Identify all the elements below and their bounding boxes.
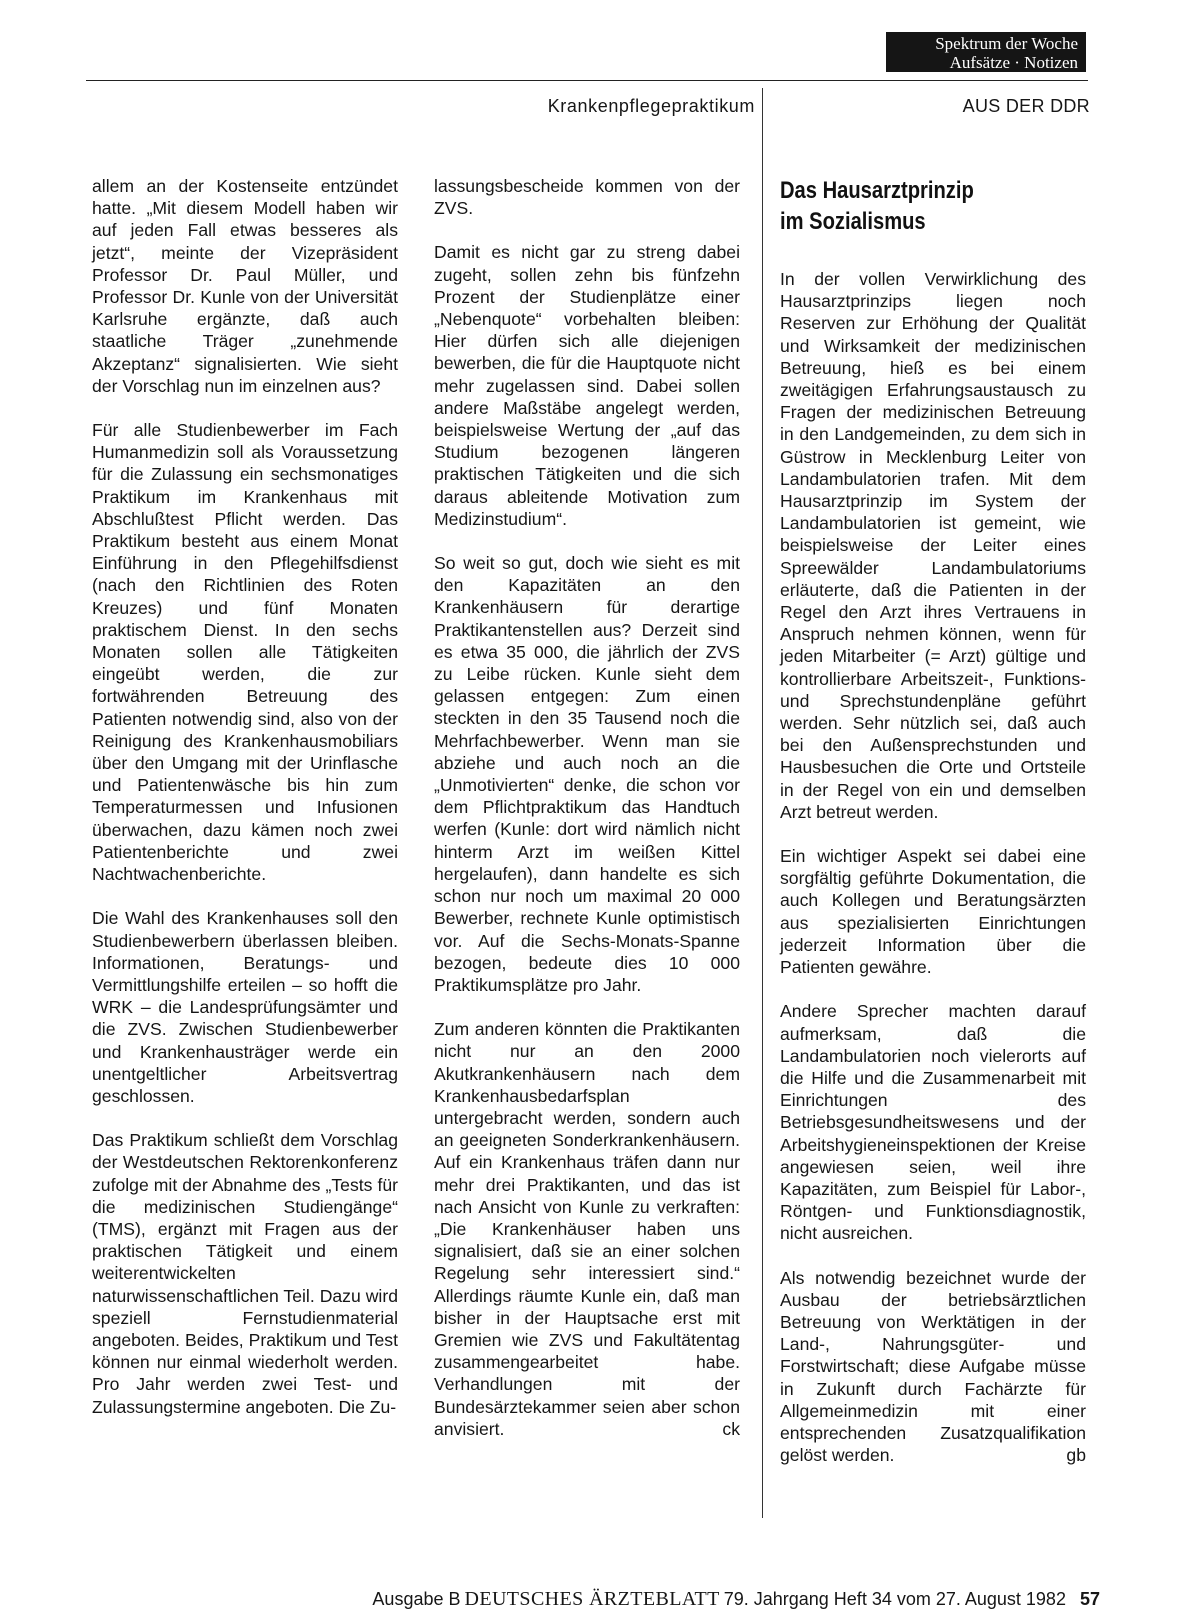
page-footer (0, 1588, 1100, 1611)
header-rule (86, 80, 1088, 81)
paragraph-text: Zum anderen könnten die Praktikanten nicht nur an den 2000 Akutkrankenhäusern nach dem Krankenhausbedarfsplan untergebracht werden, sondern auch an geeigneten Sonderkrankenhäusern. Auf ein Krankenhaus träfen dann nur mehr drei Praktikanten, und das ist nach Ansicht von Kunle zu verkraften: „Die Krankenhäuser haben uns signalisiert, daß sie an einer solchen Regelung sehr interessiert sind.“ Allerdings räumte Kunle ein, daß man bisher in der Hauptsache erst mit Gremien wie ZVS und Fakultätentag zusammengearbeitet habe. Verhandlungen mit der Bundesärztekammer seien aber schon anvisiert. (434, 1019, 740, 1439)
paragraph: So weit so gut, doch wie sieht es mit den Kapazitäten an den Krankenhäusern für derartige Praktikantenstellen aus? Derzeit sind es etwa 35 000, die jährlich der ZVS zu Leibe rücken. Kunle sieht dem gelassen entgegen: Zum einen steckten in den 35 Tausend noch die Mehrfachbewerber. Wenn man sie abziehe und auch noch an die „Unmotivierten“ denke, die schon vor dem Pflichtpraktikum das Handtuch werfen (Kunle: dort wird nämlich nicht hinterm Arzt im weißen Kittel hergelaufen), dann handelte es sich schon nur noch um maximal 20 000 Bewerber, rechnete Kunle optimistisch vor. Auf die Sechs-Monats-Spanne bezogen, bedeute dies 10 000 Praktikumsplätze pro Jahr. (434, 553, 740, 995)
article-column-3 (780, 175, 1086, 1467)
paragraph: Als notwendig bezeichnet wurde der Ausbau der betriebsärztlichen Betreuung von Werktätigen in der Land-, Nahrungsgüter- und Forstwirtschaft; diese Aufgabe müsse in Zukunft durch Fachärzte für Allgemeinmedizin mit einer entsprechenden Zusatzqualifikation gelöst werden. (780, 1267, 1086, 1466)
article-body (780, 268, 1086, 1467)
paragraph: Die Wahl des Krankenhauses soll den Studienbewerbern überlassen bleiben. Informationen, Beratungs- und Vermittlungshilfe erteilen – so hofft die WRK – die Landesprüfungsämter und die ZVS. Zwischen Studienbewerber und Krankenhausträger werde ein unentgeltlicher Arbeitsvertrag geschlossen. (92, 908, 398, 1106)
author-initials: gb (1066, 1445, 1086, 1466)
article-title (780, 175, 1082, 237)
article-column-2 (434, 175, 740, 1440)
title-line: Das Hausarztprinzip (780, 177, 974, 204)
paragraph (434, 1018, 740, 1440)
paragraph: In der vollen Verwirklichung des Hausarztprinzips liegen noch Reserven zur Erhöhung der Qualität und Wirksamkeit der medizinischen Betreuung, hieß es bei einem zweitägigen Erfahrungsaustausch zu Fragen der medizinischen Betreuung in den Landgemeinden, zu dem sich in Güstrow in Mecklenburg Leiter von Landambulatorien trafen. Mit dem Hausarztprinzip im System der Landambulatorien ist gemeint, wie beispielsweise der Leiter eines Spreewälder Landambulatoriums erläuterte, daß die Patienten in der Regel den Arzt ihres Vertrauens in Anspruch nehmen können, wenn für jeden Mitarbeiter (= Arzt) gültige und kontrollierbare Arbeitszeit-, Funktions- und Sprechstundenpläne geführt werden. Sehr nützlich sei, daß auch bei den Außensprechstunden und Hausbesuchen die Orte und Ortsteile in der Regel von ein und demselben Arzt betreut werden. (780, 269, 1086, 822)
column-divider (762, 88, 763, 1518)
page-number: 57 (1079, 1589, 1100, 1609)
section-heading-left: Krankenpflegepraktikum (547, 96, 755, 116)
paragraph: Für alle Studienbewerber im Fach Humanmedizin soll als Voraussetzung für die Zulassung ein sechsmonatiges Praktikum im Krankenhaus mit Abschlußtest Pflicht werden. Das Praktikum besteht aus einem Monat Einführung in den Pflegehilfsdienst (nach den Richtlinien des Roten Kreuzes) und fünf Monaten praktischem Dienst. In den sechs Monaten sollen alle Tätigkeiten eingeübt werden, die zur fortwährenden Betreuung des Patienten notwendig sind, also von der Reinigung des Krankenhausmobiliars über den Umgang mit der Urinflasche und Patientenwäsche bis hin zum Temperaturmessen und Infusionen überwachen, dazu kämen noch zwei Patientenberichte und zwei Nachtwachenberichte. (92, 420, 398, 885)
section-label-line1: Spektrum der Woche (935, 34, 1078, 53)
paragraph: Das Praktikum schließt dem Vorschlag der Westdeutschen Rektorenkonferenz zufolge mit der Abnahme des „Tests für die medizinischen Studiengänge“ (TMS), ergänzt mit Fragen aus der praktischen Tätigkeit und einem weiterentwickelten naturwissenschaftlichen Teil. Dazu wird speziell Fernstudienmaterial angeboten. Beides, Praktikum und Test können nur einmal wiederholt werden. Pro Jahr werden zwei Test- und Zulassungstermine angeboten. Die Zu- (92, 1130, 398, 1417)
footer-edition: Ausgabe B (372, 1589, 461, 1609)
footer-journal: DEUTSCHES ÄRZTEBLATT (464, 1588, 720, 1610)
title-line: im Sozialismus (780, 208, 926, 235)
section-label-line2: Aufsätze · Notizen (949, 53, 1078, 72)
footer-issue: 79. Jahrgang Heft 34 vom 27. August 1982 (723, 1589, 1066, 1609)
paragraph: Andere Sprecher machten darauf aufmerksam, daß die Landambulatorien noch vielerorts auf die Hilfe und die Zusammenarbeit mit Einrichtungen des Betriebsgesundheitswesens und der Arbeitshygieneinspektionen der Kreise angewiesen seien, weil ihre Kapazitäten, zum Beispiel für Labor-, Röntgen- und Funktionsdiagnostik, nicht ausreichen. (780, 1001, 1086, 1244)
paragraph: Ein wichtiger Aspekt sei dabei eine sorgfältig geführte Dokumentation, die auch Kollegen und Beratungsärzten aus spezialisierten Einrichtungen jederzeit Information über die Patienten gewähre. (780, 846, 1086, 978)
paragraph: allem an der Kostenseite entzündet hatte. „Mit diesem Modell haben wir auf jeden Fall etwas besseres als jetzt“, meinte der Vizepräsident Professor Dr. Paul Müller, und Professor Dr. Kunle von der Universität Karlsruhe ergänzte, daß auch staatliche Träger „zunehmende Akzeptanz“ signalisierten. Wie sieht der Vorschlag nun im einzelnen aus? (92, 176, 398, 396)
section-heading-right: AUS DER DDR (962, 96, 1090, 116)
paragraph: lassungsbescheide kommen von der ZVS. (434, 176, 740, 219)
paragraph: Damit es nicht gar zu streng dabei zugeht, sollen zehn bis fünfzehn Prozent der Studienplätze einer „Nebenquote“ vorbehalten bleiben: Hier dürfen sich alle diejenigen bewerben, die für die Hauptquote nicht mehr zugelassen sind. Dabei sollen andere Maßstäbe angelegt werden, beispielsweise Wertung der „auf das Studium bezogenen längeren praktischen Tätigkeiten und die sich daraus ableitende Motivation zum Medizinstudium“. (434, 242, 740, 529)
section-label-box (886, 32, 1086, 72)
article-column-1 (92, 175, 398, 1440)
author-initials: ck (722, 1418, 740, 1439)
